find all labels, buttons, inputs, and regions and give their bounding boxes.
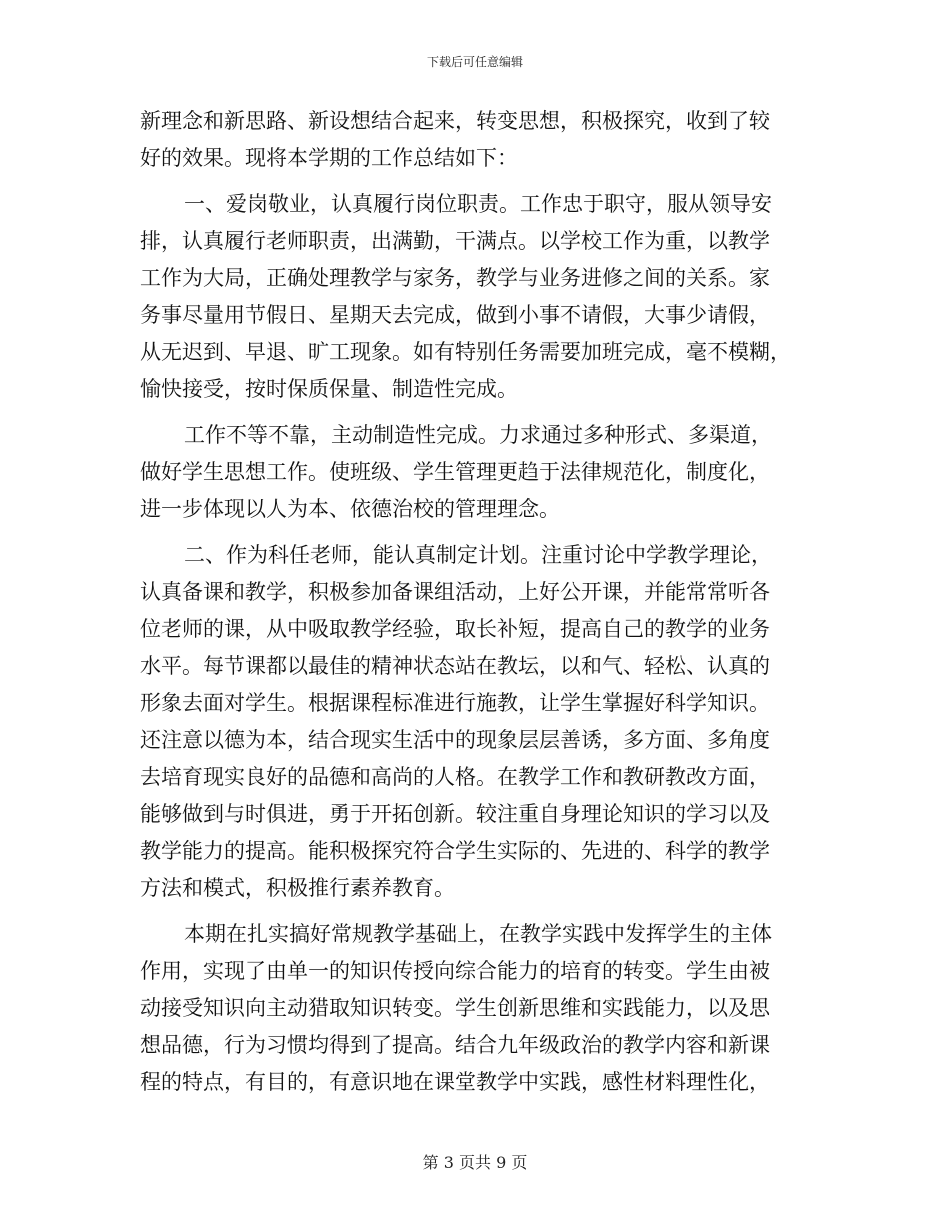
text-line: 愉快接受，按时保质保量、制造性完成。 <box>140 377 518 401</box>
paragraph <box>140 417 815 528</box>
text-line: 本期在扎实搞好常规教学基础上，在教学实践中发挥学生的主体 <box>184 922 772 946</box>
text-line: 进一步体现以人为本、依德治校的管理理念。 <box>140 497 560 521</box>
text-line: 形象去面对学生。根据课程标准进行施教，让学生掌握好科学知识。 <box>140 691 770 715</box>
text-line: 作用，实现了由单一的知识传授向综合能力的培育的转变。学生由被 <box>140 959 770 983</box>
text-line: 排，认真履行老师职责，出满勤，干满点。以学校工作为重，以教学 <box>140 229 770 253</box>
text-line: 新理念和新思路、新设想结合起来，转变思想，积极探究，收到了较 <box>140 109 770 133</box>
paragraph <box>140 103 815 177</box>
page-footer: 第 3 页共 9 页 <box>422 1153 528 1172</box>
paragraph <box>140 916 815 1101</box>
text-line: 动接受知识向主动猎取知识转变。学生创新思维和实践能力，以及思 <box>140 996 770 1020</box>
text-line: 程的特点，有目的，有意识地在课堂教学中实践，感性材料理性化， <box>140 1070 770 1094</box>
paragraph <box>140 186 815 408</box>
text-line: 做好学生思想工作。使班级、学生管理更趋于法律规范化，制度化， <box>140 460 770 484</box>
text-line: 一、爱岗敬业，认真履行岗位职责。工作忠于职守，服从领导安 <box>184 192 772 216</box>
text-line: 想品德，行为习惯均得到了提高。结合九年级政治的教学内容和新课 <box>140 1033 770 1057</box>
paragraph-gap <box>140 177 815 186</box>
paragraph-gap <box>140 907 815 916</box>
text-line: 二、作为科任老师，能认真制定计划。注重讨论中学教学理论， <box>184 543 772 567</box>
text-line: 工作为大局，正确处理教学与家务，教学与业务进修之间的关系。家 <box>140 266 770 290</box>
text-line: 还注意以德为本，结合现实生活中的现象层层善诱，多方面、多角度 <box>140 728 770 752</box>
text-line: 从无迟到、早退、旷工现象。如有特别任务需要加班完成，毫不模糊， <box>140 340 791 364</box>
paragraph-gap <box>140 408 815 417</box>
paragraph-gap <box>140 528 815 537</box>
text-line: 能够做到与时俱进，勇于开拓创新。较注重自身理论知识的学习以及 <box>140 802 770 826</box>
text-line: 去培育现实良好的品德和高尚的人格。在教学工作和教研教改方面， <box>140 765 770 789</box>
text-line: 教学能力的提高。能积极探究符合学生实际的、先进的、科学的教学 <box>140 839 770 863</box>
text-line: 好的效果。现将本学期的工作总结如下： <box>140 146 518 170</box>
page-header: 下载后可任意编辑 <box>426 55 523 69</box>
text-line: 工作不等不靠，主动制造性完成。力求通过多种形式、多渠道， <box>184 423 772 447</box>
paragraph <box>140 537 815 907</box>
text-line: 务事尽量用节假日、星期天去完成，做到小事不请假，大事少请假， <box>140 303 770 327</box>
text-line: 方法和模式，积极推行素养教育。 <box>140 876 455 900</box>
text-line: 水平。每节课都以最佳的精神状态站在教坛，以和气、轻松、认真的 <box>140 654 770 678</box>
text-line: 位老师的课，从中吸取教学经验，取长补短，提高自己的教学的业务 <box>140 617 770 641</box>
text-line: 认真备课和教学，积极参加备课组活动，上好公开课，并能常常听各 <box>140 580 770 604</box>
document-body <box>140 103 815 1101</box>
